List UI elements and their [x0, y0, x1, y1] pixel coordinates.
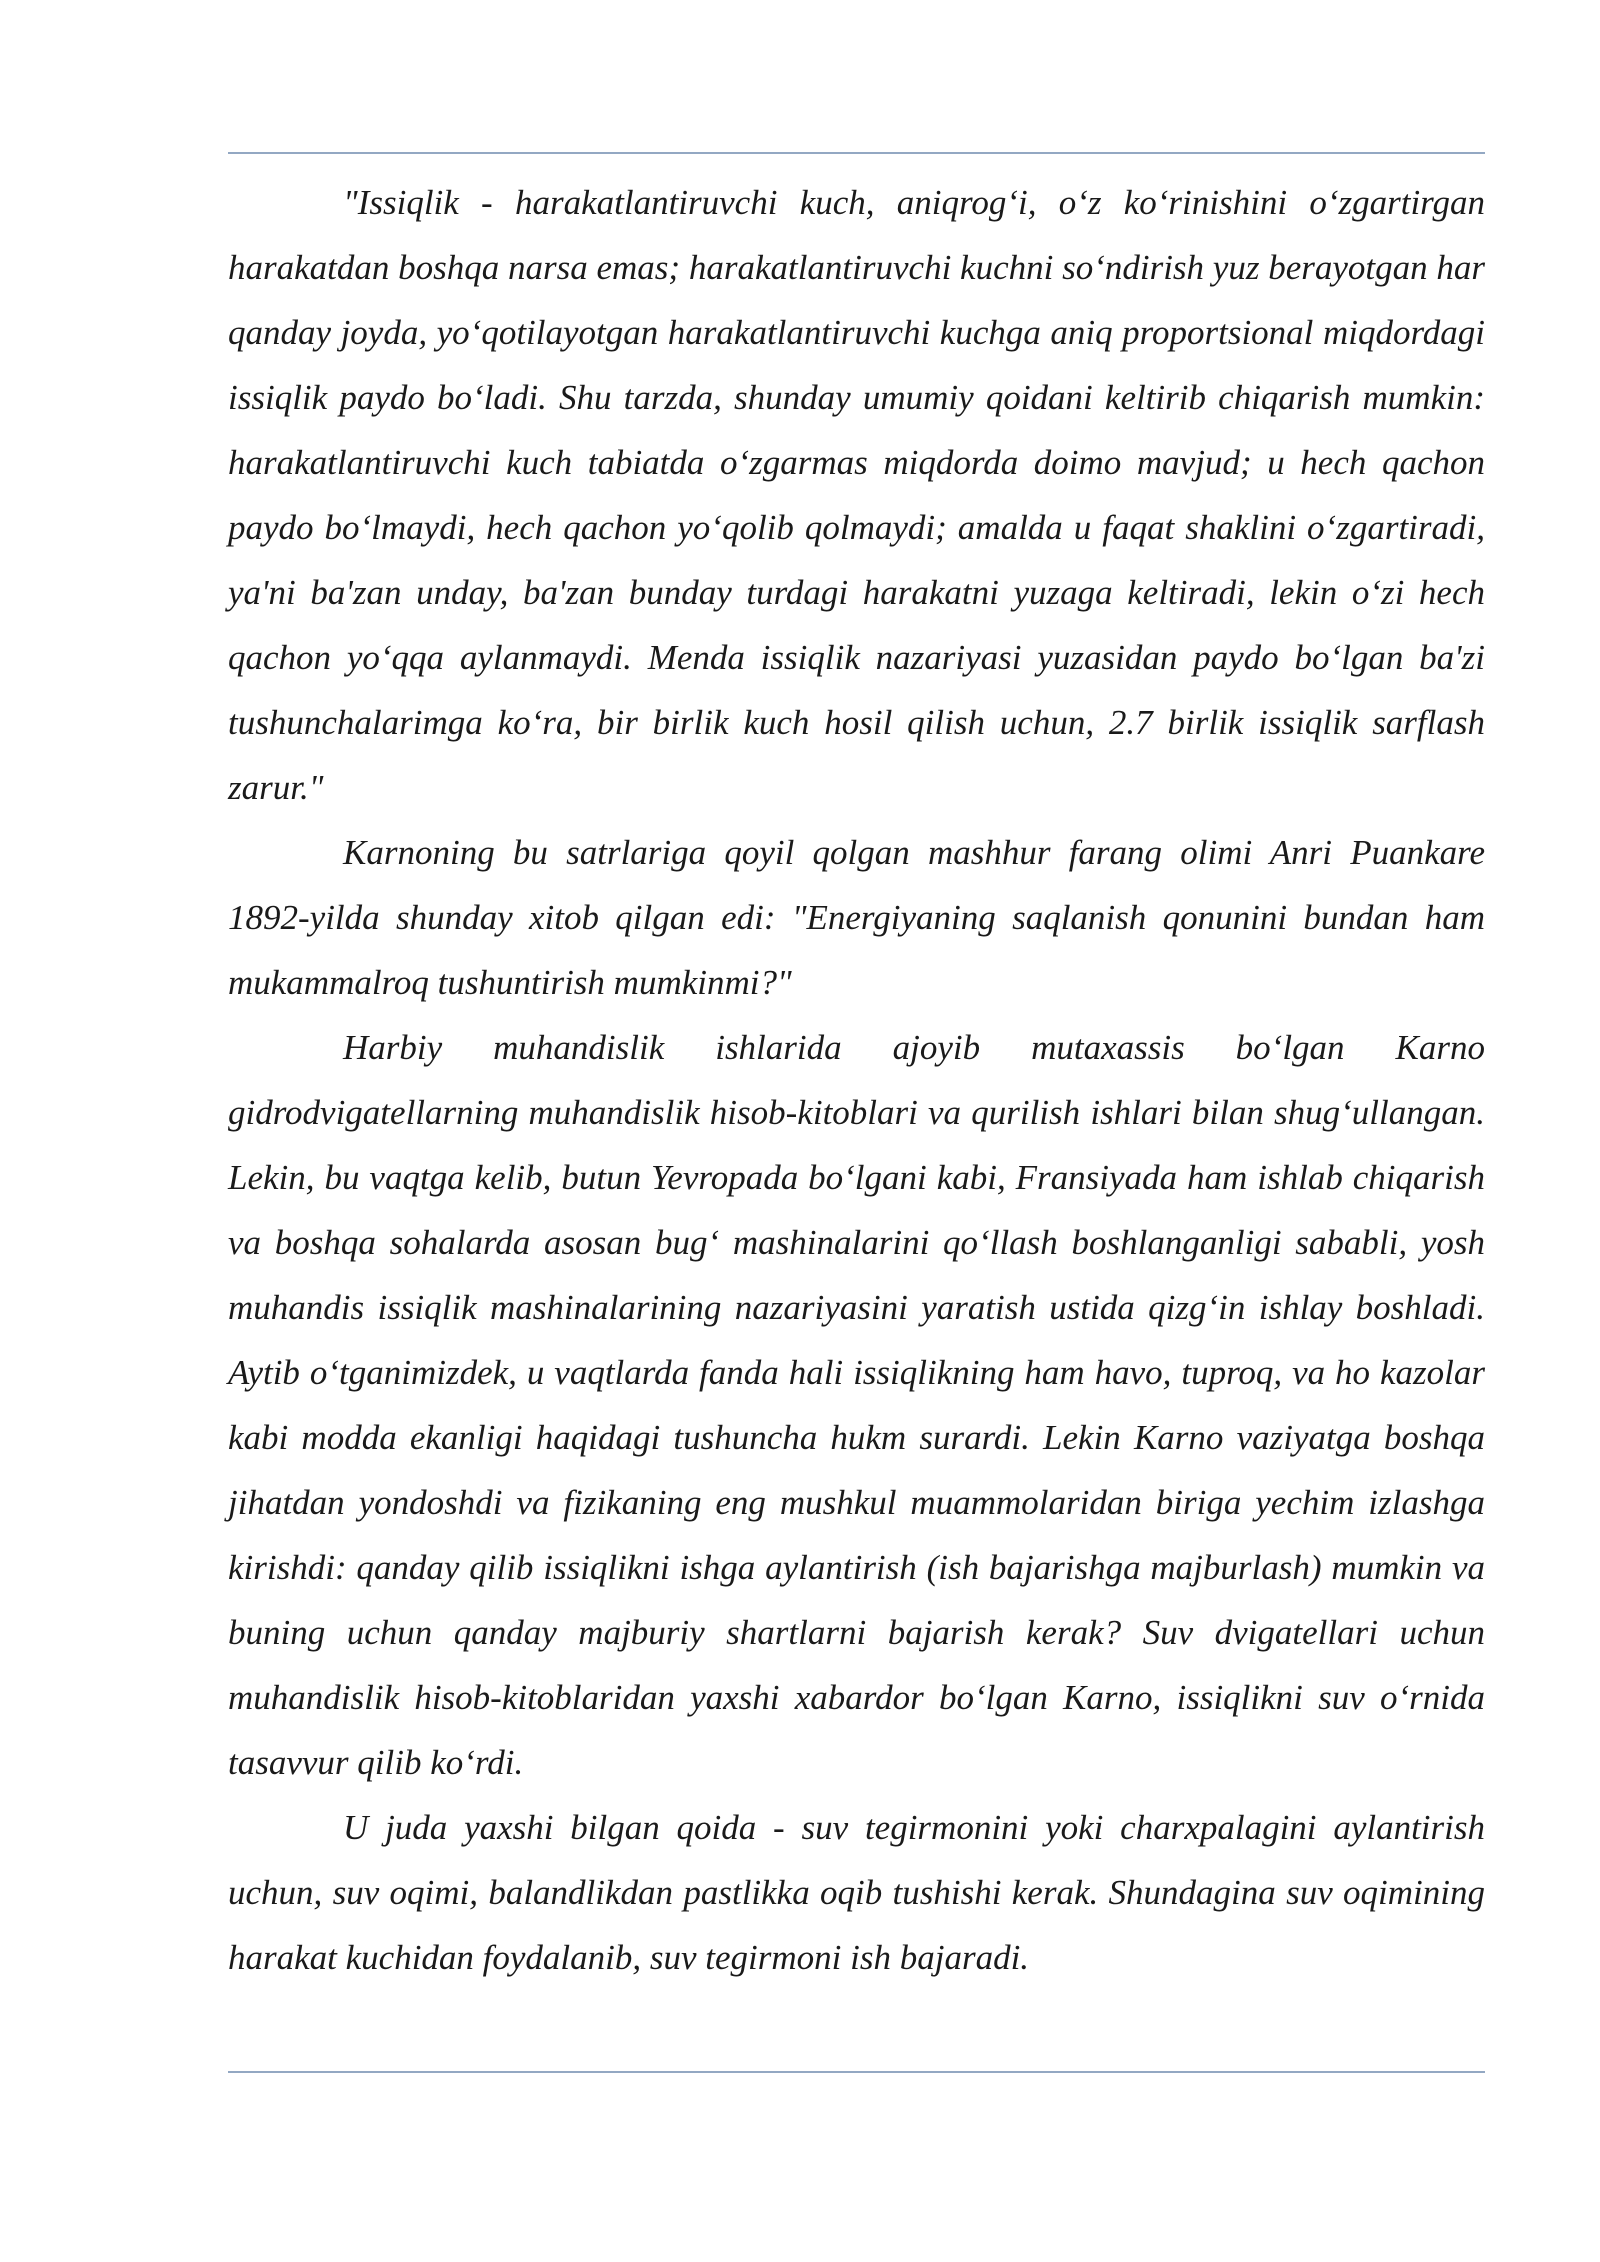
- paragraph-poincare: Karnoning bu satrlariga qoyil qolgan mashhur farang olimi Anri Puankare 1892-yilda shunday xitob qilgan edi: "Energiyaning saqlanish qonunini bundan ham mukammalroq tushuntirish mumkinmi?": [228, 833, 1485, 1002]
- paragraph-carnot-engineering: Harbiy muhandislik ishlarida ajoyib mutaxassis bo‘lgan Karno gidrodvigatellarning muhandislik hisob-kitoblari va qurilish ishlari bilan shug‘ullangan. Lekin, bu vaqtga kelib, butun Yevropada bo‘lgani kabi, Fransiyada ham ishlab chiqarish va boshqa sohalarda asosan bug‘ mashinalarini qo‘llash boshlanganligi sababli, yosh muhandis issiqlik mashinalarining nazariyasini yaratish ustida qizg‘in ishlay boshladi. Aytib o‘tganimizdek, u vaqtlarda fanda hali issiqlikning ham havo, tuproq, va ho kazolar kabi modda ekanligi haqidagi tushuncha hukm surardi. Lekin Karno vaziyatga boshqa jihatdan yondoshdi va fizikaning eng mushkul muammolaridan biriga yechim izlashga kirishdi: qanday qilib issiqlikni ishga aylantirish (ish bajarishga majburlash) mumkin va buning uchun qanday majburiy shartlarni bajarish kerak? Suv dvigatellari uchun muhandislik hisob-kitoblaridan yaxshi xabardor bo‘lgan Karno, issiqlikni suv o‘rnida tasavvur qilib ko‘rdi.: [228, 1028, 1485, 1782]
- paragraph-water-mill: U juda yaxshi bilgan qoida - suv tegirmonini yoki charxpalagini aylantirish uchun, suv oqimi, balandlikdan pastlikka oqib tushishi kerak. Shundagina suv oqimining harakat kuchidan foydalanib, suv tegirmoni ish bajaradi.: [228, 1808, 1485, 1977]
- footer-rule: [228, 2071, 1485, 2073]
- header-rule: [228, 152, 1485, 154]
- paragraph-carnot-quote: "Issiqlik - harakatlantiruvchi kuch, aniqrog‘i, o‘z ko‘rinishini o‘zgartirgan harakatdan boshqa narsa emas; harakatlantiruvchi kuchni so‘ndirish yuz berayotgan har qanday joyda, yo‘qotilayotgan harakatlantiruvchi kuchga aniq proportsional miqdordagi issiqlik paydo bo‘ladi. Shu tarzda, shunday umumiy qoidani keltirib chiqarish mumkin: harakatlantiruvchi kuch tabiatda o‘zgarmas miqdorda doimo mavjud; u hech qachon paydo bo‘lmaydi, hech qachon yo‘qolib qolmaydi; amalda u faqat shaklini o‘zgartiradi, ya'ni ba'zan unday, ba'zan bunday turdagi harakatni yuzaga keltiradi, lekin o‘zi hech qachon yo‘qqa aylanmaydi. Menda issiqlik nazariyasi yuzasidan paydo bo‘lgan ba'zi tushunchalarimga ko‘ra, bir birlik kuch hosil qilish uchun, 2.7 birlik issiqlik sarflash zarur.": [228, 183, 1485, 807]
- document-body: [228, 170, 1485, 1990]
